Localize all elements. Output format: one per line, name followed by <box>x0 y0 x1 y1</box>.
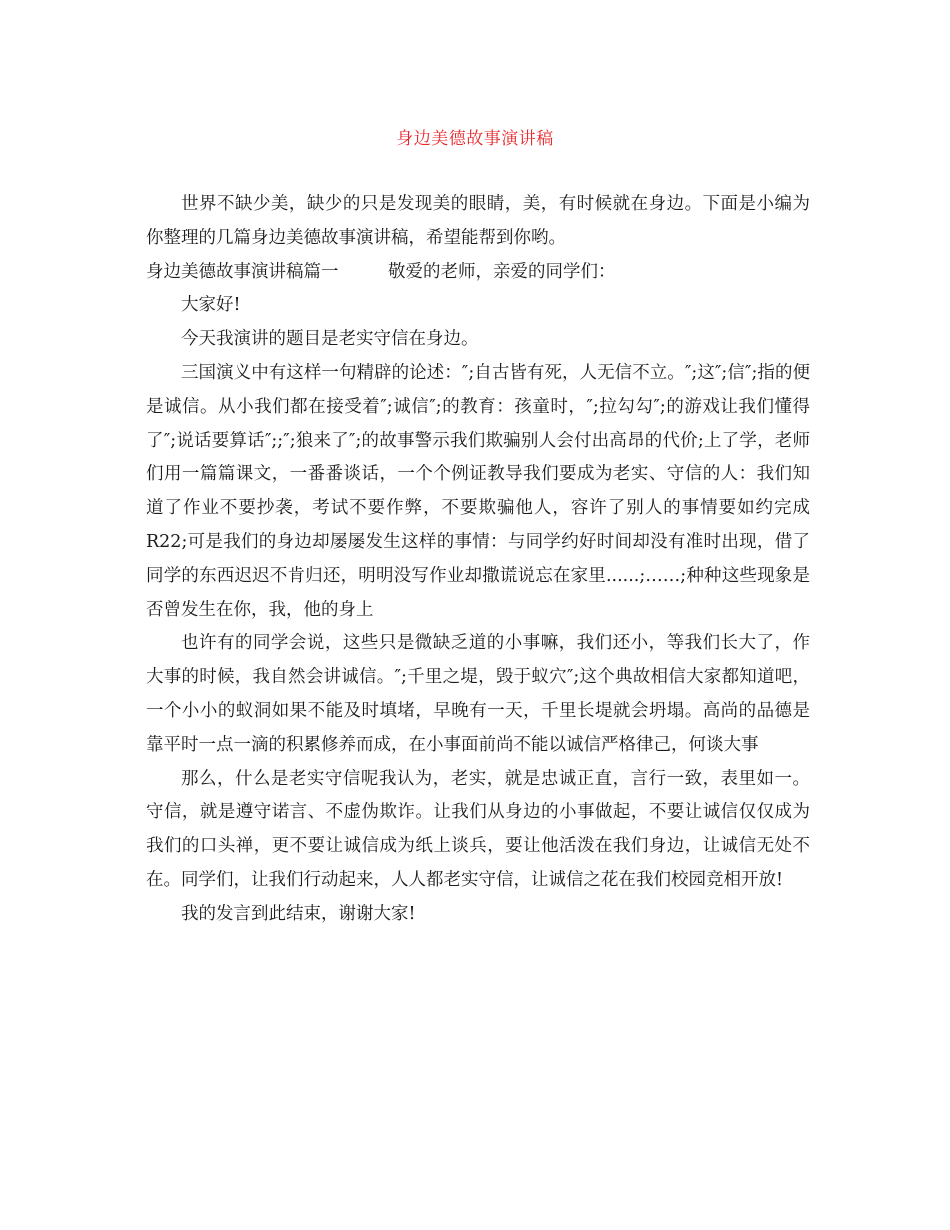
closing-paragraph: 我的发言到此结束，谢谢大家! <box>181 903 416 924</box>
section-heading-line <box>146 256 810 290</box>
greeting: 大家好! <box>181 295 241 316</box>
paragraph-small-things: 也许有的同学会说，这些只是微缺乏道的小事嘛，我们还小，等我们长大了，作大事的时候，我自然会讲诚信。″;千里之堤，毁于蚁穴″;这个典故相信大家都知道吧，一个小小的蚁洞如果不能及时填堵，早晚有一天，千里长堤就会坍塌。高尚的品德是靠平时一点一滴的积累修养而成，在小事面前尚不能以诚信严格律己，何谈大事 <box>146 633 810 755</box>
section-heading: 身边美德故事演讲稿篇一 <box>146 261 339 282</box>
paragraph-topic: 今天我演讲的题目是老实守信在身边。 <box>181 329 479 350</box>
paragraph-definition: 那么，什么是老实守信呢我认为，老实，就是忠诚正直，言行一致，表里如一。守信，就是遵守诺言、不虚伪欺诈。让我们从身边的小事做起，不要让诚信仅仅成为我们的口头禅，更不要让诚信成为纸上谈兵，要让他活泼在我们身边，让诚信无处不在。同学们，让我们行动起来，人人都老实守信，让诚信之花在我们校园竞相开放! <box>146 768 810 890</box>
document-body <box>146 188 810 932</box>
intro-paragraph: 世界不缺少美，缺少的只是发现美的眼睛，美，有时候就在身边。下面是小编为你整理的几篇身边美德故事演讲稿，希望能帮到你哟。 <box>146 194 810 248</box>
paragraph-three-kingdoms: 三国演义中有这样一句精辟的论述：″;自古皆有死，人无信不立。″;这″;信″;指的便是诚信。从小我们都在接受着″;诚信″;的教育：孩童时，″;拉勾勾″;的游戏让我们懂得了″;说话要算话″;;″;狼来了″;的故事警示我们欺骗别人会付出高昂的代价;上了学，老师们用一篇篇课文，一番番谈话，一个个例证教导我们要成为老实、守信的人：我们知道了作业不要抄袭，考试不要作弊，不要欺骗他人，容许了别人的事情要如约完成R22;可是我们的身边却屡屡发生这样的事情：与同学约好时间却没有准时出现，借了同学的东西迟迟不肯归还，明明没写作业却撒谎说忘在家里......;……;种种这些现象是否曾发生在你，我，他的身上 <box>146 362 810 620</box>
salutation: 敬爱的老师，亲爱的同学们： <box>388 261 616 282</box>
document-title: 身边美德故事演讲稿 <box>396 129 554 149</box>
